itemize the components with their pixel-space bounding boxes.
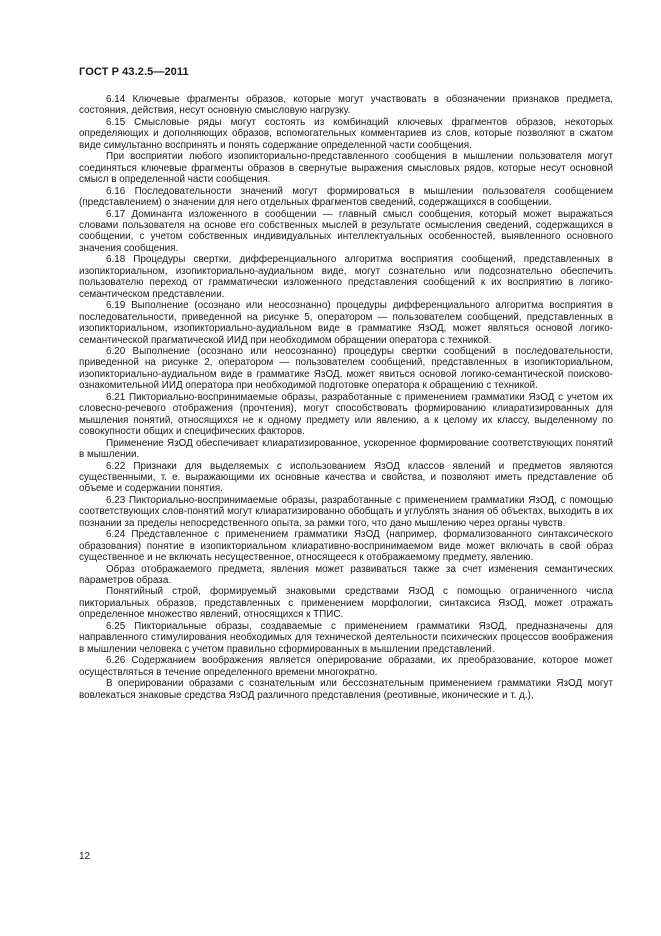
paragraph-6-16: 6.16 Последовательности значений могут формироваться в мышлении пользователя сообщением (представлением) о значении для него отдельных фрагментов сведений, содержащихся в сообщении. [79, 185, 613, 209]
paragraph-6-26: 6.26 Содержанием воображения является оперирование образами, их преобразование, которое может осуществляться в течение определенного времени многократно. [79, 655, 613, 678]
paragraph: Применение ЯзОД обеспечивает клиаратизированное, ускоренное формирование соответствующих понятий в мышлении. [79, 437, 613, 461]
paragraph-6-18: 6.18 Процедуры свертки, дифференциального алгоритма восприятия сообщений, представленных в изопикториальном, изопикториально-аудиальном виде, могут сознательно или подсознательно обеспечить пользователю переход от грамматически изложенного представления сообщений к их восприятию в логико-семантическом представлении. [79, 254, 613, 300]
paragraph-6-14: 6.14 Ключевые фрагменты образов, которые могут участвовать в обозначении признаков предмета, состояния, действия, несут основную смысловую нагрузку. [79, 94, 613, 117]
body-text [79, 94, 613, 701]
paragraph-6-21: 6.21 Пикториально-воспринимаемые образы, разработанные с применением грамматики ЯзОД с учетом их словесно-речевого отображения (прочтения), могут способствовать формированию клиаратизированных для мышления понятий, относящихся не к одному предмету или явлению, а к целому их классу, выделенному по совокупности общих и специфических факторов. [79, 391, 613, 438]
paragraph-6-19: 6.19 Выполнение (осознано или неосознанно) процедуры дифференциального алгоритма восприятия в последовательности, приведенной на рисунке 5, оператором — пользователем сообщений, представленных в изопикториальном, изопикториально-аудиальном виде в грамматике ЯзОД, может являться основой логико-семантической прагматической ИИД при необходимом обращении оператора с техникой. [79, 300, 613, 346]
paragraph-6-20: 6.20 Выполнение (осознано или неосознанно) процедуры свертки сообщений в последовательности, приведенной на рисунке 2, оператором — пользователем сообщений, представленных в изопикториальном, изопикториально-аудиальном виде в грамматике ЯзОД, может явиться основой логико-семантической поисково-ознакомительной ИИД оператора при необходимой подготовке оператора к обращению с техникой. [79, 345, 613, 392]
paragraph-6-17: 6.17 Доминанта изложенного в сообщении — главный смысл сообщения, который может выражаться словами пользователя на основе его собственных мыслей в результате осмысления сведений, содержащихся в сообщении, с учетом собственных индивидуальных интеллектуальных особенностей, выявленного основного значения сообщения. [79, 208, 613, 254]
paragraph: При восприятии любого изопикториально-представленного сообщения в мышлении пользователя могут соединяться ключевые фрагменты образов в свернутые выражения смысловых рядов, которые несут основной смысл в определенной части сообщения. [79, 151, 613, 186]
paragraph: Образ отображаемого предмета, явления может развиваться также за счет изменения семантических параметров образа. [79, 563, 613, 587]
paragraph-6-15: 6.15 Смысловые ряды могут состоять из комбинаций ключевых фрагментов образов, некоторых определяющих и дополняющих образов, вспомогательных комментариев из слов, которые позволяют в сжатом виде симультанно воспринять и понять содержание определенной части сообщения. [79, 116, 613, 151]
paragraph-6-22: 6.22 Признаки для выделяемых с использованием ЯзОД классов явлений и предметов являются существенными, т. е. выражающими их основные качества и свойства, и позволяют иметь представление об объеме и содержании понятия. [79, 460, 613, 495]
paragraph-6-25: 6.25 Пикториальные образы, создаваемые с применением грамматики ЯзОД, предназначены для направленного стимулирования необходимых для технической деятельности психических процессов воображения в мышлении человека с учетом правильно сформированных в мышлении представлений. [79, 620, 613, 655]
paragraph: Понятийный строй, формируемый знаковыми средствами ЯзОД с помощью ограниченного числа пикториальных образов, представленных с применением морфологии, синтаксиса ЯзОД, может отражать определенное множество явлений, относящихся к ТПИС. [79, 586, 613, 621]
page-number: 12 [79, 851, 91, 862]
paragraph-6-23: 6.23 Пикториально-воспринимаемые образы, разработанные с применением грамматики ЯзОД, с помощью соответствующих слов-понятий могут клиаратизированно обобщать и углублять знания об объектах, выходить в их познании за пределы непосредственного опыта, за рамки того, что дано мышлению через органы чувств. [79, 494, 613, 529]
document-code-header: ГОСТ Р 43.2.5—2011 [79, 66, 189, 78]
paragraph: В оперировании образами с сознательным или бессознательным применением грамматики ЯзОД могут вовлекаться знаковые средства ЯзОД различного представления (реотивные, иконические и т. д.), [79, 678, 613, 701]
paragraph-6-24: 6.24 Представленное с применением грамматики ЯзОД (например, формализованного синтаксического образования) понятие в изопикториальном клиаративно-воспринимаемом виде может включать в свой образ существенное и не включать несущественное, относящееся к отображаемому предмету, явлению. [79, 529, 613, 564]
